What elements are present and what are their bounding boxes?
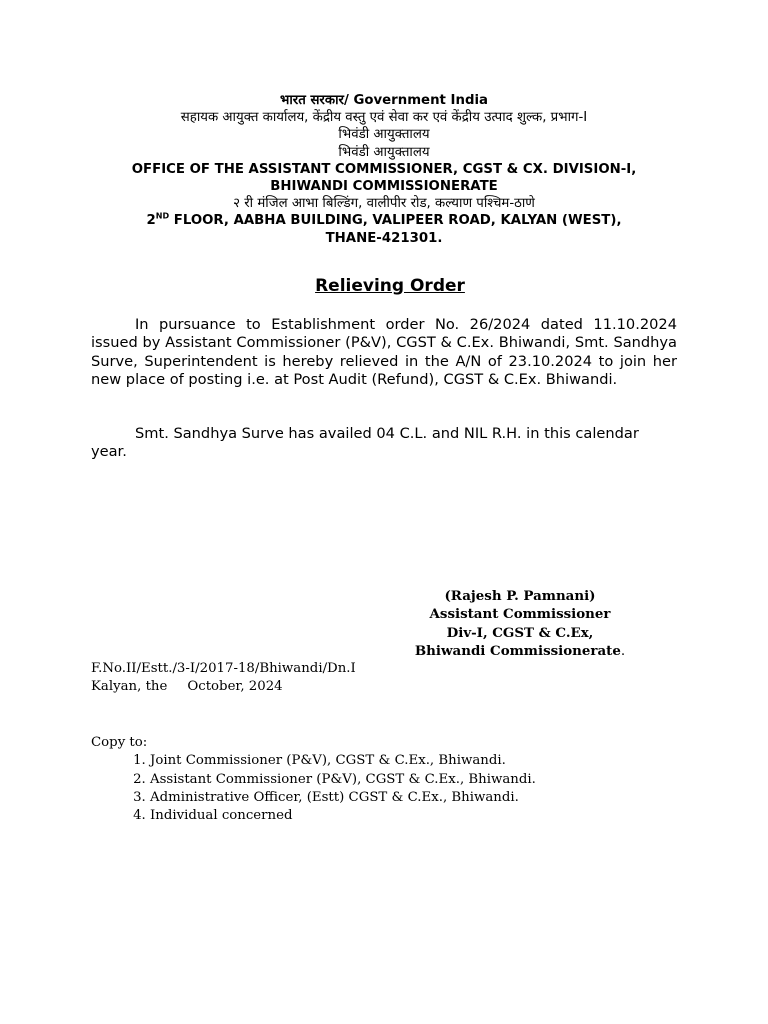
copy-to-section xyxy=(91,734,536,825)
letterhead-line-office-hindi-cont: भिवंडी आयुक्तालय xyxy=(338,127,430,143)
file-number: F.No.II/Estt./3-I/2017-18/Bhiwandi/Dn.I xyxy=(91,661,356,676)
signatory-office-period: . xyxy=(620,644,626,660)
letterhead-line-government: भारत सरकार/ Government India xyxy=(280,93,488,108)
file-reference xyxy=(91,660,356,697)
letterhead-line-city: THANE-421301. xyxy=(325,230,443,246)
copy-to-list xyxy=(91,752,536,825)
copy-to-item: 3. Administrative Officer, (Estt) CGST & C.Ex., Bhiwandi. xyxy=(150,789,536,807)
floor-ordinal-suffix: ND xyxy=(155,212,170,221)
letterhead-line-office-hindi: सहायक आयुक्त कार्यालय, केंद्रीय वस्तु एवं सेवा कर एवं केंद्रीय उत्पाद शुल्क, प्रभाग-I xyxy=(180,110,588,126)
issue-month-year: October, 2024 xyxy=(187,679,283,695)
copy-to-item: 4. Individual concerned xyxy=(150,807,536,825)
signatory-designation: Assistant Commissioner xyxy=(429,606,611,623)
document-title: Relieving Order xyxy=(315,276,465,296)
copy-to-label: Copy to: xyxy=(91,735,148,750)
copy-to-item: 1. Joint Commissioner (P&V), CGST & C.Ex., Bhiwandi. xyxy=(150,752,536,770)
signature-block xyxy=(400,587,640,662)
letterhead-line-address-english xyxy=(90,212,678,229)
signatory-name: (Rajesh P. Pamnani) xyxy=(444,588,596,604)
letterhead-line-office-english: OFFICE OF THE ASSISTANT COMMISSIONER, CGST & CX. DIVISION-I, xyxy=(131,161,637,177)
letterhead-line-address-hindi: २ री मंजिल आभा बिल्डिंग, वालीपीर रोड, कल्याण पश्चिम-ठाणे xyxy=(233,196,535,212)
letterhead xyxy=(90,92,678,247)
body-paragraph-leave: Smt. Sandhya Surve has availed 04 C.L. and NIL R.H. in this calendar year. xyxy=(91,425,639,461)
issue-date-line xyxy=(91,678,356,696)
signatory-division: Div-I, CGST & C.Ex, xyxy=(446,624,594,641)
signatory-office-name: Bhiwandi Commissionerate xyxy=(414,643,621,660)
floor-number: 2 xyxy=(146,213,156,229)
copy-to-item: 2. Assistant Commissioner (P&V), CGST & C.Ex., Bhiwandi. xyxy=(150,771,536,789)
letterhead-line-commissionerate-english: BHIWANDI COMMISSIONERATE xyxy=(270,179,498,195)
letterhead-line-commissionerate-hindi: भिवंडी आयुक्तालय xyxy=(338,144,430,160)
issue-place: Kalyan, the xyxy=(91,679,168,695)
signatory-office xyxy=(400,642,640,661)
body-paragraph-relief: In pursuance to Establishment order No. 26/2024 dated 11.10.2024 issued by Assistant Commissioner (P&V), CGST & C.Ex. Bhiwandi, Smt. Sandhya Surve, Superintendent is hereby relieved in the A/N of 23.10.2024 to join her new place of posting i.e. at Post Audit (Refund), CGST & C.Ex. Bhiwandi. xyxy=(91,316,677,388)
address-text: FLOOR, AABHA BUILDING, VALIPEER ROAD, KALYAN (WEST), xyxy=(169,213,622,229)
